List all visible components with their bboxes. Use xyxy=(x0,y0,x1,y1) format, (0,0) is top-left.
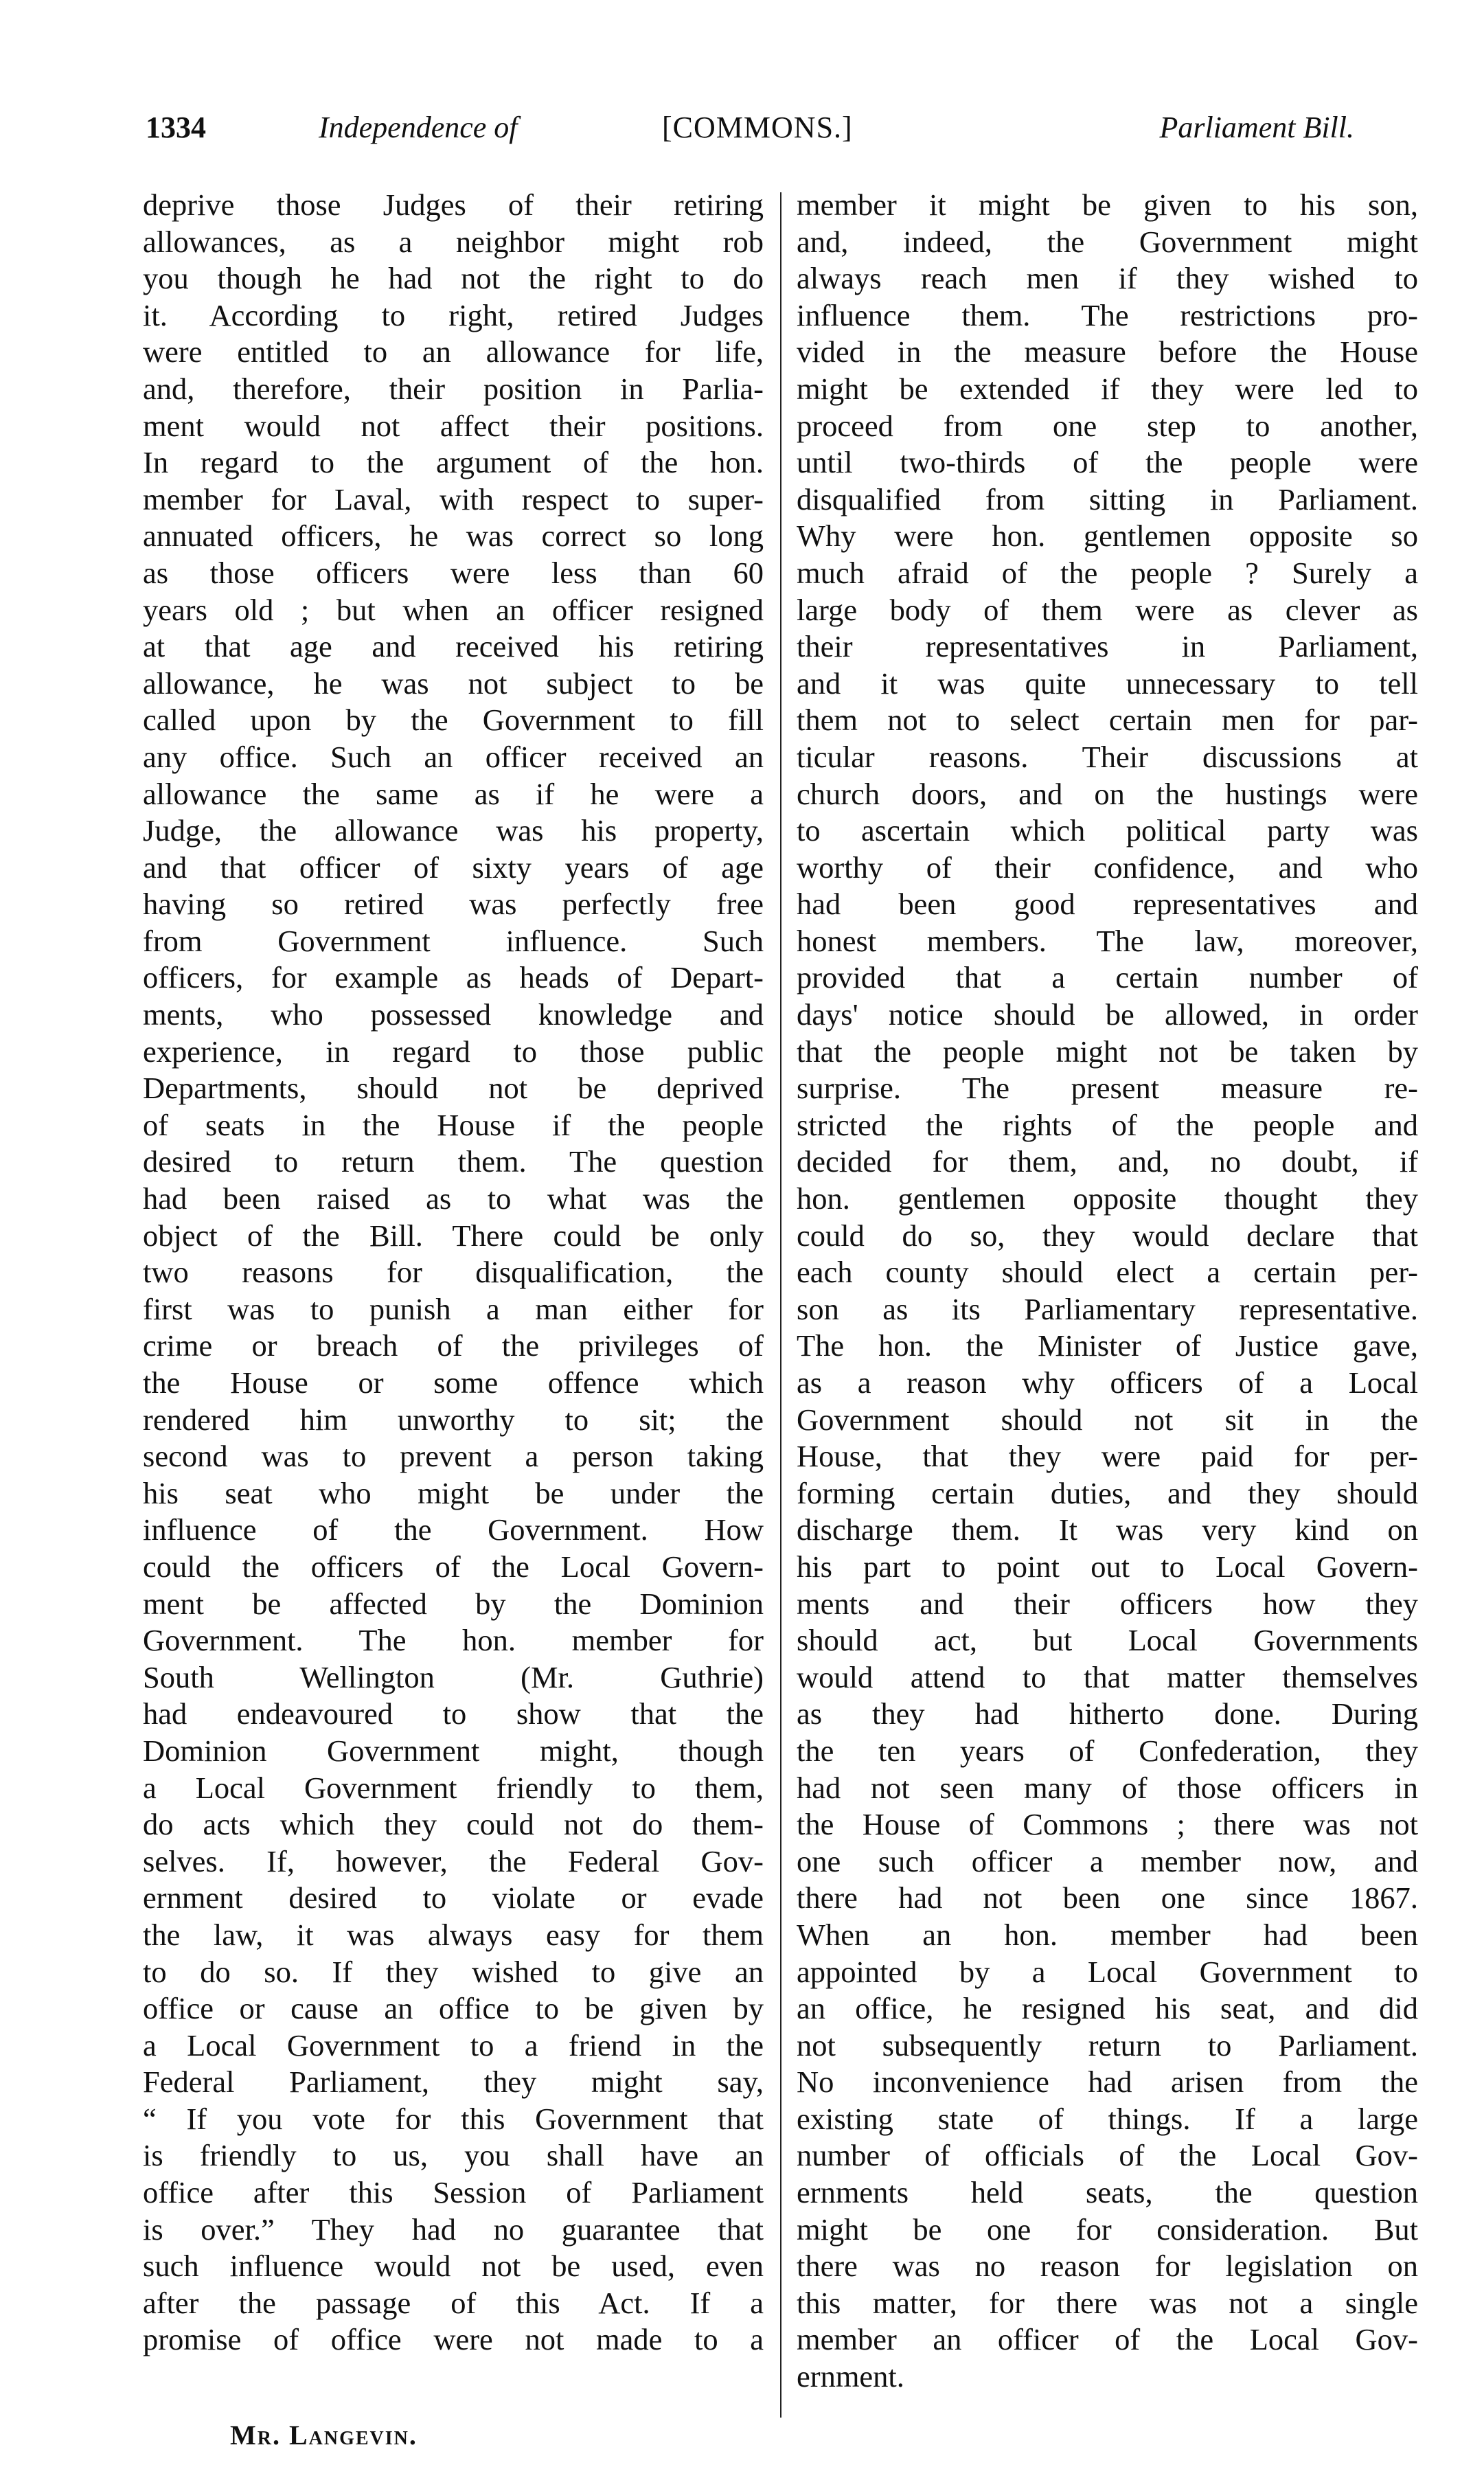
text-line: annuated officers, he was correct so long xyxy=(143,519,764,554)
text-line: might be one for consideration. But xyxy=(797,2212,1418,2247)
text-line: of seats in the House if the people xyxy=(143,1107,764,1142)
text-line: Government should not sit in the xyxy=(797,1402,1418,1437)
text-line: large body of them were as clever as xyxy=(797,592,1418,627)
text-line: there had not been one since 1867. xyxy=(797,1880,1418,1916)
text-line: Federal Parliament, they might say, xyxy=(143,2065,764,2100)
text-line: days' notice should be allowed, in order xyxy=(797,997,1418,1032)
text-line: object of the Bill. There could be only xyxy=(143,1218,764,1253)
text-line: a Local Government to a friend in the xyxy=(143,2027,764,2062)
text-line: ernment. xyxy=(797,2359,904,2394)
text-line: until two-thirds of the people were xyxy=(797,445,1418,480)
text-line: ernments held seats, the question xyxy=(797,2175,1418,2210)
text-line: there was no reason for legislation on xyxy=(797,2249,1418,2284)
text-line: much afraid of the people ? Surely a xyxy=(797,555,1418,590)
text-line: vided in the measure before the House xyxy=(797,334,1418,370)
text-line: you though he had not the right to do xyxy=(143,261,764,296)
text-line: When an hon. member had been xyxy=(797,1917,1418,1952)
text-line: desired to return them. The question xyxy=(143,1144,764,1179)
text-line: might be extended if they were led to xyxy=(797,371,1418,406)
text-line: Departments, should not be deprived xyxy=(143,1071,764,1106)
text-line: surprise. The present measure re- xyxy=(797,1071,1418,1106)
text-line: disqualified from sitting in Parliament. xyxy=(797,481,1418,516)
text-line: influence of the Government. How xyxy=(143,1512,764,1547)
text-line: experience, in regard to those public xyxy=(143,1034,764,1069)
text-line: proceed from one step to another, xyxy=(797,408,1418,443)
text-line: could do so, they would declare that xyxy=(797,1218,1418,1253)
text-line: rendered him unworthy to sit; the xyxy=(143,1402,764,1437)
text-line: their representatives in Parliament, xyxy=(797,629,1418,664)
text-line: South Wellington (Mr. Guthrie) xyxy=(143,1659,764,1694)
text-line: the House of Commons ; there was not xyxy=(797,1807,1418,1842)
text-line: as those officers were less than 60 xyxy=(143,555,764,590)
text-line: ment be affected by the Dominion xyxy=(143,1586,764,1621)
text-line: House, that they were paid for per- xyxy=(797,1439,1418,1474)
text-line: is over.” They had no guarantee that xyxy=(143,2212,764,2247)
text-line: member an officer of the Local Gov- xyxy=(797,2322,1418,2357)
text-line: office or cause an office to be given by xyxy=(143,1991,764,2026)
text-line: had endeavoured to show that the xyxy=(143,1696,764,1731)
text-line: do acts which they could not do them- xyxy=(143,1807,764,1842)
column-divider xyxy=(780,192,781,2418)
text-line: Dominion Government might, though xyxy=(143,1733,764,1768)
text-line: having so retired was perfectly free xyxy=(143,887,764,922)
text-line: allowance, he was not subject to be xyxy=(143,666,764,701)
text-line: two reasons for disqualification, the xyxy=(143,1255,764,1290)
text-line: should act, but Local Governments xyxy=(797,1623,1418,1658)
running-title-center: [COMMONS.] xyxy=(662,111,853,144)
page-header xyxy=(146,110,1354,172)
text-line: No inconvenience had arisen from the xyxy=(797,2065,1418,2100)
text-line: an office, he resigned his seat, and did xyxy=(797,1991,1418,2026)
text-line: the House or some offence which xyxy=(143,1365,764,1400)
running-title-right: Parliament Bill. xyxy=(1159,111,1354,144)
text-line: provided that a certain number of xyxy=(797,960,1418,995)
text-line: existing state of things. If a large xyxy=(797,2101,1418,2136)
text-line: after the passage of this Act. If a xyxy=(143,2285,764,2320)
text-line: stricted the rights of the people and xyxy=(797,1107,1418,1142)
text-line: Judge, the allowance was his property, xyxy=(143,813,764,848)
speaker-name: Mr. Langevin. xyxy=(230,2420,418,2451)
text-line: from Government influence. Such xyxy=(143,923,764,958)
text-line: could the officers of the Local Govern- xyxy=(143,1549,764,1584)
text-line: the law, it was always easy for them xyxy=(143,1917,764,1952)
text-line: ment would not affect their positions. xyxy=(143,408,764,443)
text-line: years old ; but when an officer resigned xyxy=(143,592,764,627)
text-line: decided for them, and, no doubt, if xyxy=(797,1144,1418,1179)
text-line: influence them. The restrictions pro- xyxy=(797,297,1418,332)
text-line: hon. gentlemen opposite thought they xyxy=(797,1181,1418,1216)
text-line: office after this Session of Parliament xyxy=(143,2175,764,2210)
text-line: to ascertain which political party was xyxy=(797,813,1418,848)
text-line: selves. If, however, the Federal Gov- xyxy=(143,1843,764,1878)
text-line: that the people might not be taken by xyxy=(797,1034,1418,1069)
text-line: each county should elect a certain per- xyxy=(797,1255,1418,1290)
text-line: to do so. If they wished to give an xyxy=(143,1954,764,1989)
text-line: his part to point out to Local Govern- xyxy=(797,1549,1418,1584)
text-line: and, indeed, the Government might xyxy=(797,224,1418,259)
text-line: discharge them. It was very kind on xyxy=(797,1512,1418,1547)
page-number: 1334 xyxy=(146,111,206,144)
text-line: called upon by the Government to fill xyxy=(143,703,764,738)
text-line: had been raised as to what was the xyxy=(143,1181,764,1216)
text-line: at that age and received his retiring xyxy=(143,629,764,664)
text-line: one such officer a member now, and xyxy=(797,1843,1418,1878)
text-line: second was to prevent a person taking xyxy=(143,1439,764,1474)
text-line: number of officials of the Local Gov- xyxy=(797,2138,1418,2173)
text-line: and it was quite unnecessary to tell xyxy=(797,666,1418,701)
text-line: member it might be given to his son, xyxy=(797,187,1418,222)
text-line: In regard to the argument of the hon. xyxy=(143,445,764,480)
text-line: allowance the same as if he were a xyxy=(143,776,764,811)
text-line: The hon. the Minister of Justice gave, xyxy=(797,1328,1418,1363)
text-line: as a reason why officers of a Local xyxy=(797,1365,1418,1400)
text-line: worthy of their confidence, and who xyxy=(797,850,1418,885)
text-line: appointed by a Local Government to xyxy=(797,1954,1418,1989)
text-line: had been good representatives and xyxy=(797,887,1418,922)
text-line: his seat who might be under the xyxy=(143,1475,764,1510)
left-text-column xyxy=(143,187,764,2359)
text-line: allowances, as a neighbor might rob xyxy=(143,224,764,259)
text-line: deprive those Judges of their retiring xyxy=(143,187,764,222)
text-line: ticular reasons. Their discussions at xyxy=(797,739,1418,774)
text-line: it. According to right, retired Judges xyxy=(143,297,764,332)
text-line: always reach men if they wished to xyxy=(797,261,1418,296)
text-line: honest members. The law, moreover, xyxy=(797,923,1418,958)
text-line: promise of office were not made to a xyxy=(143,2322,764,2357)
text-line: church doors, and on the hustings were xyxy=(797,776,1418,811)
text-line: ments, who possessed knowledge and xyxy=(143,997,764,1032)
text-line: had not seen many of those officers in xyxy=(797,1770,1418,1805)
text-line: the ten years of Confederation, they xyxy=(797,1733,1418,1768)
text-line: a Local Government friendly to them, xyxy=(143,1770,764,1805)
text-line: were entitled to an allowance for life, xyxy=(143,334,764,370)
text-line: officers, for example as heads of Depart- xyxy=(143,960,764,995)
text-line: son as its Parliamentary representative. xyxy=(797,1291,1418,1326)
text-line: is friendly to us, you shall have an xyxy=(143,2138,764,2173)
text-line: ernment desired to violate or evade xyxy=(143,1880,764,1916)
text-line: and that officer of sixty years of age xyxy=(143,850,764,885)
text-line: crime or breach of the privileges of xyxy=(143,1328,764,1363)
running-title-left: Independence of xyxy=(319,111,518,144)
text-line: any office. Such an officer received an xyxy=(143,739,764,774)
text-line: Why were hon. gentlemen opposite so xyxy=(797,519,1418,554)
text-line: this matter, for there was not a single xyxy=(797,2285,1418,2320)
right-text-column xyxy=(797,187,1418,2396)
text-line: forming certain duties, and they should xyxy=(797,1475,1418,1510)
text-line: such influence would not be used, even xyxy=(143,2249,764,2284)
text-line: first was to punish a man either for xyxy=(143,1291,764,1326)
text-line: ments and their officers how they xyxy=(797,1586,1418,1621)
text-line: would attend to that matter themselves xyxy=(797,1659,1418,1694)
text-line: as they had hitherto done. During xyxy=(797,1696,1418,1731)
text-line: not subsequently return to Parliament. xyxy=(797,2027,1418,2062)
text-line: member for Laval, with respect to super- xyxy=(143,481,764,516)
text-line: and, therefore, their position in Parlia- xyxy=(143,371,764,406)
text-line: Government. The hon. member for xyxy=(143,1623,764,1658)
text-line: “ If you vote for this Government that xyxy=(143,2101,764,2136)
text-line: them not to select certain men for par- xyxy=(797,703,1418,738)
